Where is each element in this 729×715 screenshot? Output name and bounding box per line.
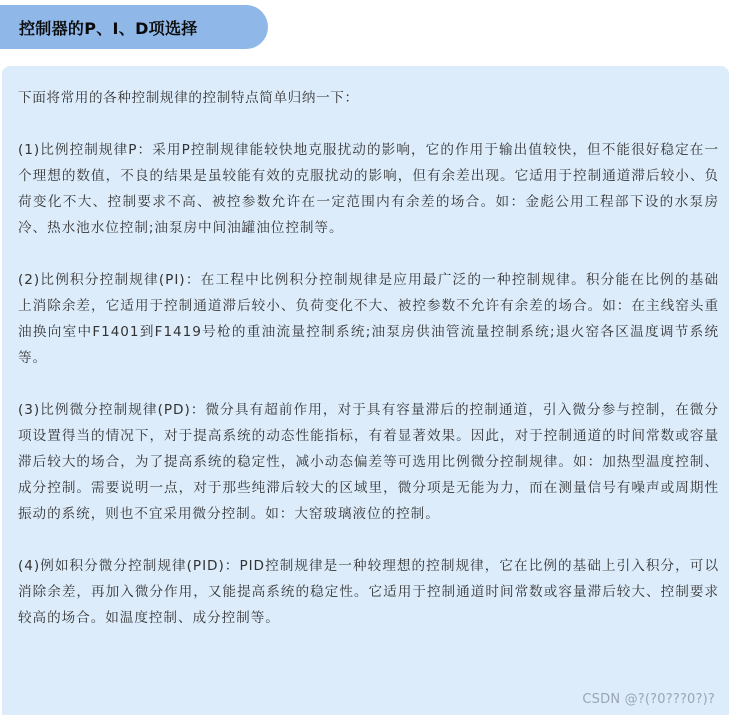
intro-text: 下面将常用的各种控制规律的控制特点简单归纳一下： [18, 90, 359, 106]
paragraph-p-control: (1)比例控制规律P：采用P控制规律能较快地克服扰动的影响，它的作用于输出值较快，但不能很好稳定在一个理想的数值，不良的结果是虽较能有效的克服扰动的影响，但有余差出现。它适用于控制通道滞后较小、负荷变化不大、控制要求不高、被控参数允许在一定范围内有余差的场合。如：金彪公用工程部下设的水泵房冷、热水池水位控制;油泵房中间油罐油位控制等。 [18, 142, 719, 236]
paragraph-pi-control: (2)比例积分控制规律(PI)：在工程中比例积分控制规律是应用最广泛的一种控制规律。积分能在比例的基础上消除余差，它适用于控制通道滞后较小、负荷变化不大、被控参数不允许有余差的场合。如：在主线窑头重油换向室中F1401到F1419号枪的重油流量控制系统;油泵房供油管流量控制系统;退火窑各区温度调节系统等。 [18, 272, 719, 366]
content-box [2, 66, 729, 715]
paragraph-pd-control: (3)比例微分控制规律(PD)：微分具有超前作用，对于具有容量滞后的控制通道，引入微分参与控制，在微分项设置得当的情况下，对于提高系统的动态性能指标，有着显著效果。因此，对于控制通道的时间常数或容量滞后较大的场合，为了提高系统的稳定性，减小动态偏差等可选用比例微分控制规律。如：加热型温度控制、成分控制。需要说明一点，对于那些纯滞后较大的区域里，微分项是无能为力，而在测量信号有噪声或周期性振动的系统，则也不宜采用微分控制。如：大窑玻璃液位的控制。 [18, 402, 719, 522]
paragraph-pid-control: (4)例如积分微分控制规律(PID)：PID控制规律是一种较理想的控制规律，它在比例的基础上引入积分，可以消除余差，再加入微分作用，又能提高系统的稳定性。它适用于控制通道时间常数或容量滞后较大、控制要求较高的场合。如温度控制、成分控制等。 [18, 558, 719, 626]
section-title-tab [0, 5, 268, 49]
section-title: 控制器的P、I、D项选择 [19, 18, 198, 38]
csdn-watermark: CSDN @?(?0???0?)? [582, 692, 715, 707]
